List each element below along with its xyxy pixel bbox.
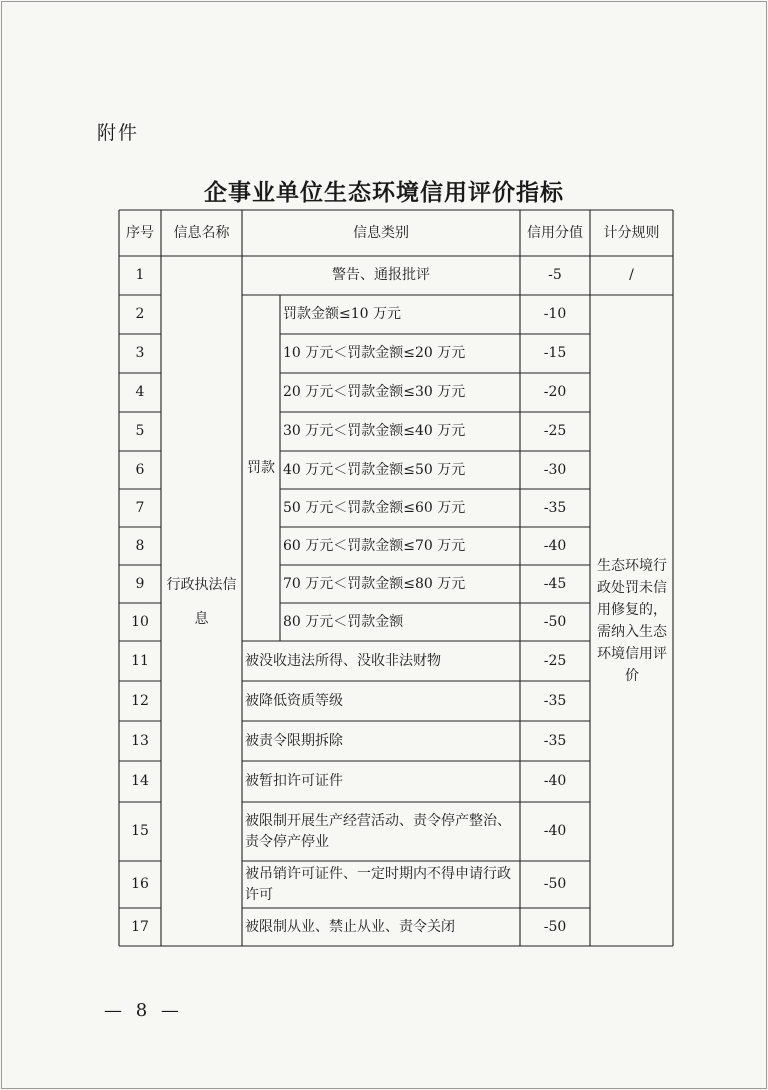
row-score: -35 <box>543 692 567 709</box>
row-seq: 8 <box>135 537 145 554</box>
group-label-admin-enforcement: 行政执法信息 <box>166 577 237 627</box>
row-seq: 16 <box>131 876 149 892</box>
row-seq: 10 <box>131 613 149 630</box>
row-category: 被吊销许可证件、一定时期内不得申请行政许可 <box>245 865 511 903</box>
row-rule: / <box>629 267 634 283</box>
row-score: -25 <box>543 423 567 439</box>
row-seq: 14 <box>131 773 149 789</box>
row-category: 被暂扣许可证件 <box>245 773 343 789</box>
row-category: 60 万元＜罚款金额≤70 万元 <box>283 537 466 554</box>
row-score: -50 <box>543 876 567 892</box>
row-score: -15 <box>543 345 567 361</box>
header-credit-score: 信用分值 <box>527 224 583 241</box>
header-seq: 序号 <box>126 224 154 241</box>
row-score: -40 <box>543 823 567 839</box>
page-number: — 8 — <box>104 1000 183 1021</box>
row-seq: 11 <box>131 652 149 669</box>
row-seq: 12 <box>131 692 149 709</box>
row-score: -10 <box>543 306 567 322</box>
row-category: 被降低资质等级 <box>245 692 343 709</box>
row-category: 被限制开展生产经营活动、责令停产整治、责令停产停业 <box>245 812 511 850</box>
header-info-name: 信息名称 <box>173 224 230 241</box>
row-seq: 13 <box>131 732 149 749</box>
row-seq: 6 <box>135 461 145 478</box>
document-title: 企事业单位生态环境信用评价指标 <box>204 179 564 206</box>
row-score: -50 <box>543 918 567 935</box>
row-score: -35 <box>543 499 567 516</box>
row-category: 50 万元＜罚款金额≤60 万元 <box>283 499 466 516</box>
scoring-rule-text: 生态环境行政处罚未信用修复的，需纳入生态环境信用评价 <box>597 557 667 684</box>
row-seq: 2 <box>135 306 145 322</box>
row-seq: 9 <box>135 575 145 592</box>
row-seq: 5 <box>135 423 145 439</box>
row-seq: 17 <box>131 918 149 935</box>
row-seq: 3 <box>135 345 145 361</box>
row-seq: 15 <box>131 823 149 839</box>
row-score: -40 <box>543 773 567 789</box>
row-score: -45 <box>543 575 567 592</box>
fine-label: 罚款 <box>247 459 275 476</box>
row-category: 被没收违法所得、没收非法财物 <box>245 652 441 669</box>
row-category: 80 万元＜罚款金额 <box>283 613 404 630</box>
row-score: -30 <box>543 461 567 478</box>
row-score: -40 <box>543 537 567 554</box>
row-category: 20 万元＜罚款金额≤30 万元 <box>283 384 466 400</box>
row-category: 30 万元＜罚款金额≤40 万元 <box>283 423 466 439</box>
row-category: 70 万元＜罚款金额≤80 万元 <box>283 575 466 592</box>
row-category: 被责令限期拆除 <box>245 732 343 749</box>
row-category: 被限制从业、禁止从业、责令关闭 <box>245 918 455 935</box>
header-info-category: 信息类别 <box>353 224 409 241</box>
row-score: -50 <box>543 613 567 630</box>
attachment-label: 附件 <box>97 122 140 144</box>
row-score: -35 <box>543 732 567 749</box>
row-score: -25 <box>543 652 567 669</box>
row-seq: 7 <box>135 499 145 516</box>
header-scoring-rule: 计分规则 <box>603 224 660 241</box>
row-seq: 4 <box>135 384 145 400</box>
row-score: -5 <box>548 267 562 283</box>
row-category: 10 万元＜罚款金额≤20 万元 <box>283 345 466 361</box>
row-score: -20 <box>543 384 567 400</box>
row-category: 警告、通报批评 <box>332 267 430 283</box>
row-category: 罚款金额≤10 万元 <box>283 306 401 322</box>
row-seq: 1 <box>135 267 145 283</box>
row-category: 40 万元＜罚款金额≤50 万元 <box>283 461 466 478</box>
